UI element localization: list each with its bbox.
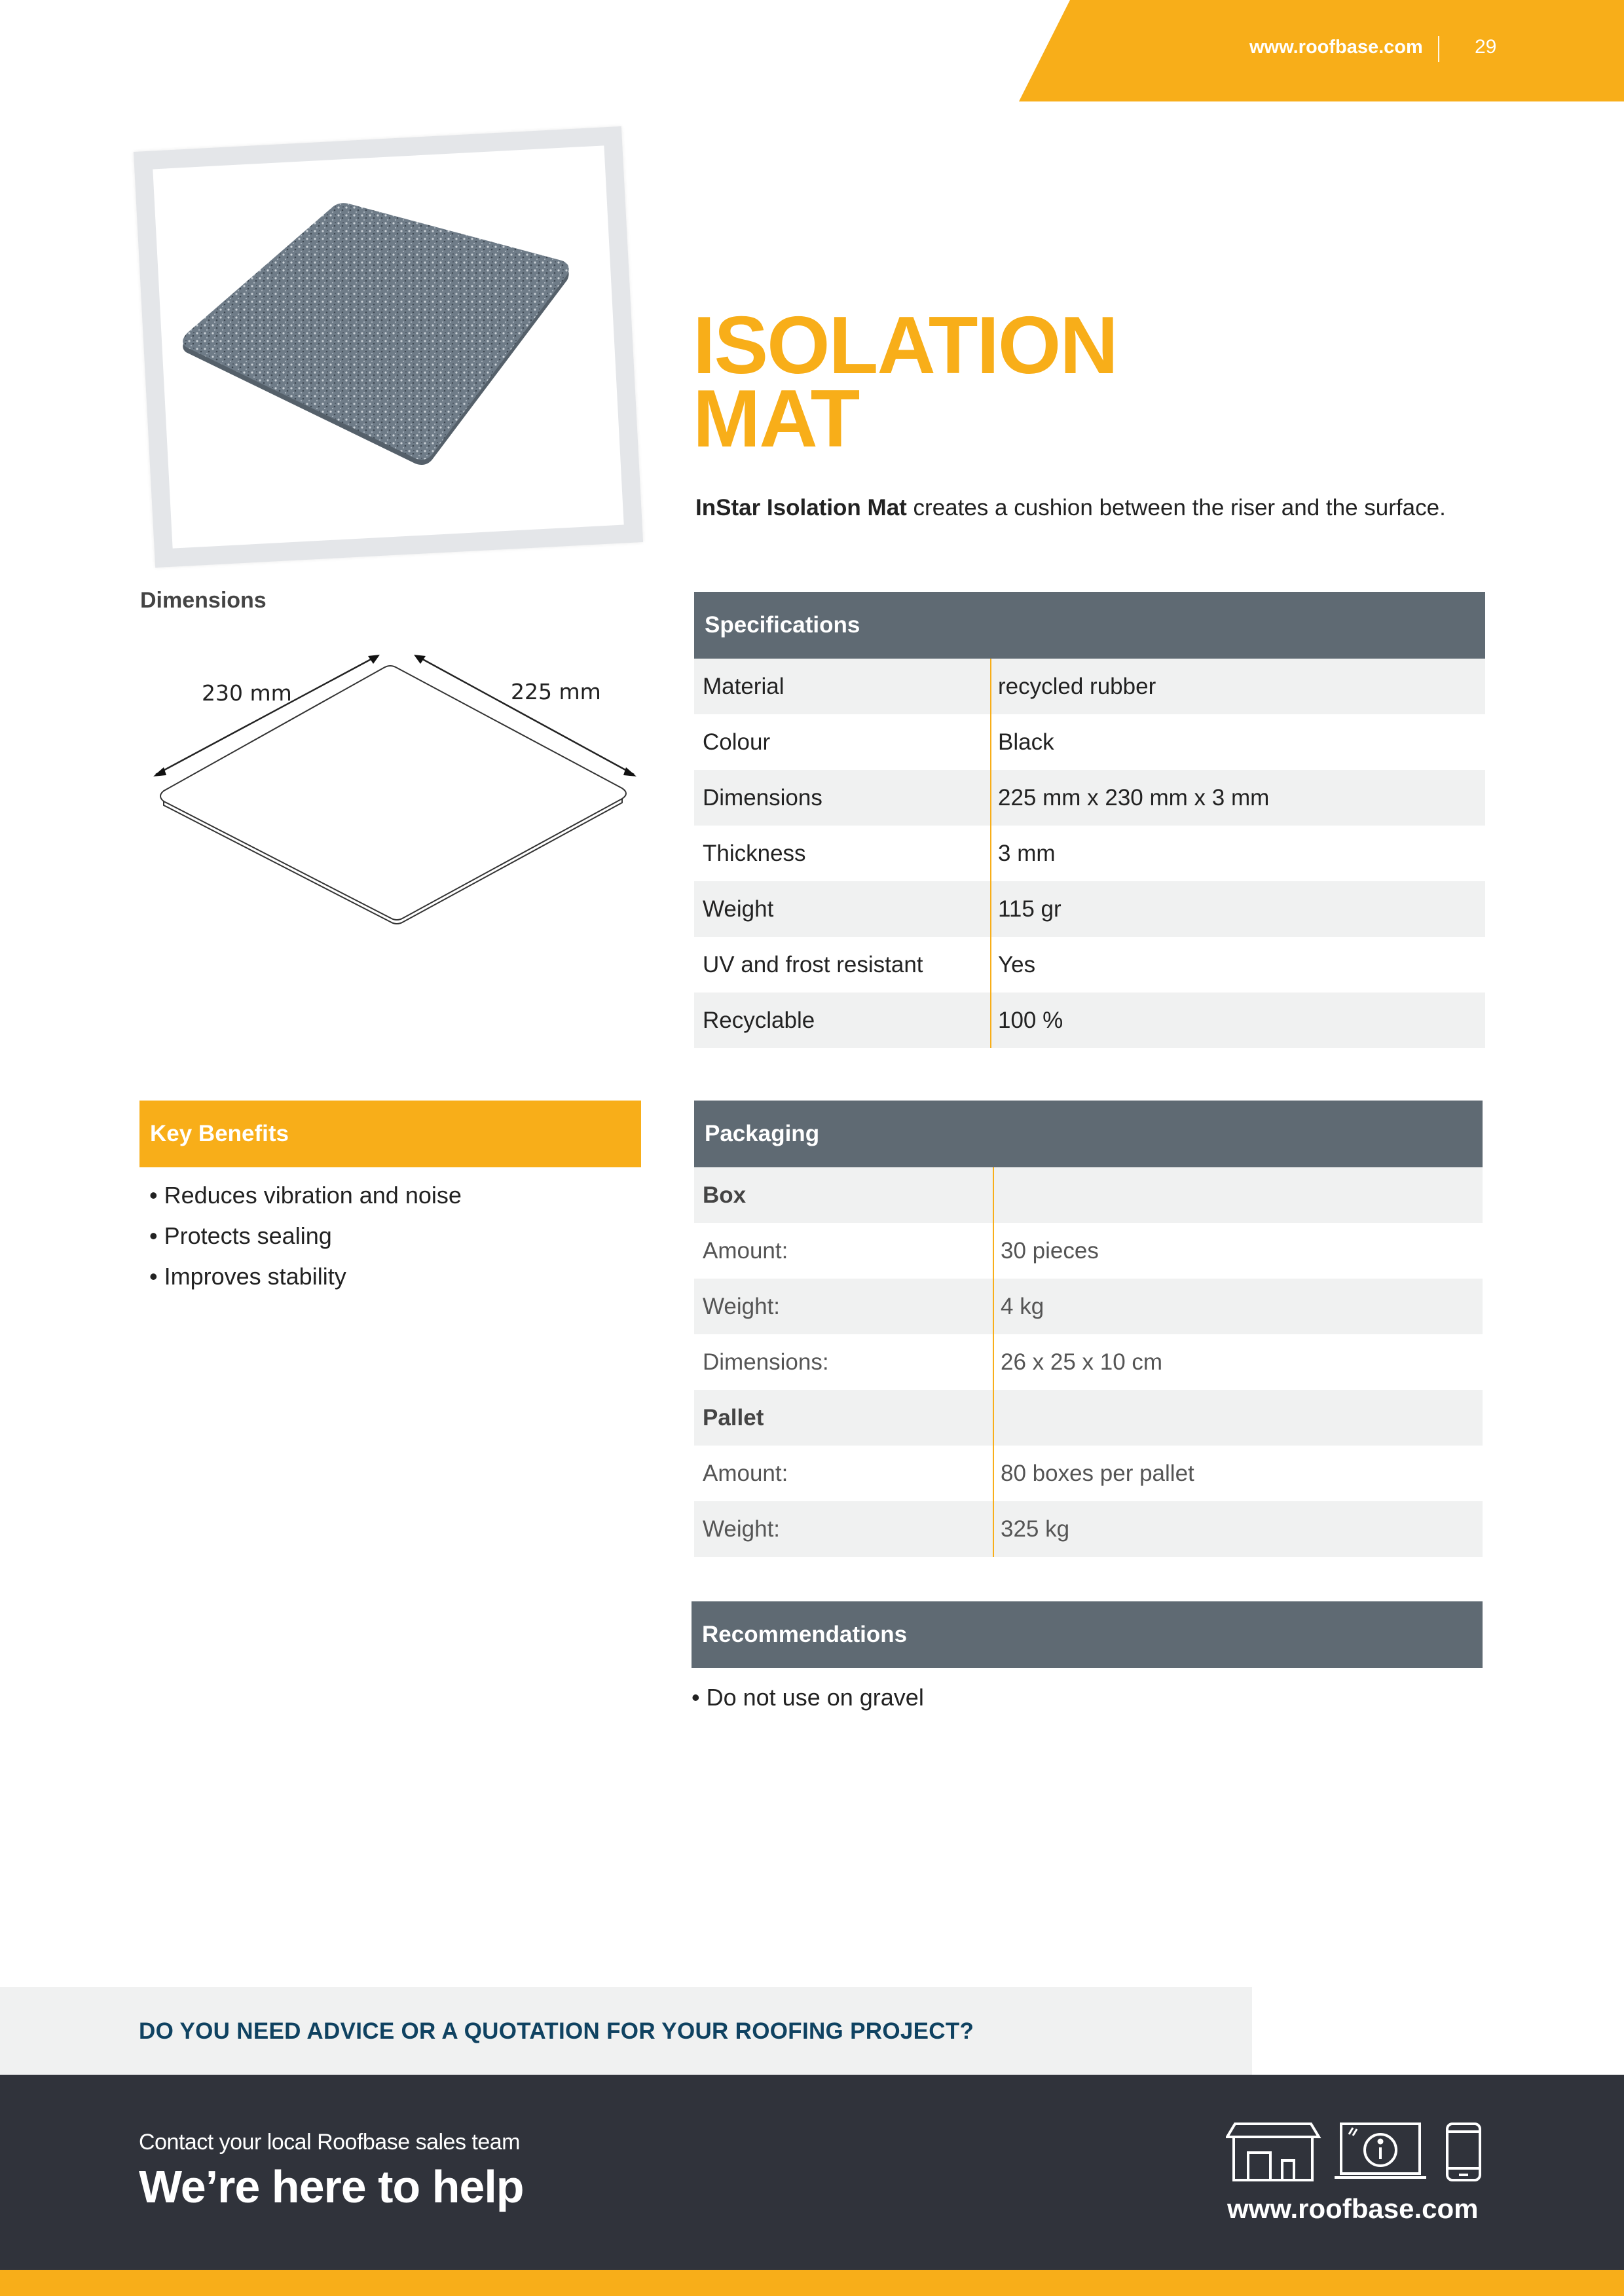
spec-value: Yes — [998, 951, 1036, 977]
spec-label: Recyclable — [703, 1007, 815, 1033]
footer-url-link[interactable]: www.roofbase.com — [1227, 2193, 1479, 2224]
recommendations-table — [692, 1601, 1483, 1668]
product-intro-name: InStar Isolation Mat — [695, 495, 907, 520]
store-icon — [1227, 2124, 1319, 2180]
header-url-link[interactable]: www.roofbase.com — [1249, 37, 1423, 58]
table-row — [694, 714, 1485, 770]
key-benefits-list — [149, 1181, 462, 1303]
dimension-label-230: 230 mm — [202, 680, 292, 706]
table-row — [694, 1279, 1483, 1334]
packaging-pallet-label: Pallet — [703, 1404, 764, 1430]
packaging-label: Dimensions: — [703, 1349, 829, 1375]
packaging-value: 26 x 25 x 10 cm — [1001, 1349, 1163, 1375]
specifications-heading: Specifications — [694, 592, 1485, 659]
table-row — [694, 881, 1485, 937]
dimensions-diagram — [144, 648, 655, 930]
list-item: • Protects sealing — [149, 1222, 332, 1249]
spec-value: Black — [998, 729, 1054, 755]
dimensions-heading: Dimensions — [140, 588, 267, 613]
packaging-label: Amount: — [703, 1237, 788, 1264]
packaging-column-divider — [993, 1167, 994, 1557]
packaging-box-label: Box — [703, 1182, 747, 1208]
table-row — [694, 1167, 1483, 1223]
list-item: • Do not use on gravel — [692, 1684, 924, 1711]
bottom-accent-bar — [0, 2270, 1624, 2296]
table-row — [694, 659, 1485, 714]
spec-label: Weight — [703, 896, 774, 922]
laptop-info-icon — [1335, 2124, 1426, 2178]
recommendations-heading: Recommendations — [692, 1601, 1483, 1668]
spec-value: 3 mm — [998, 840, 1056, 866]
isolation-mat-photo — [164, 190, 583, 478]
packaging-label: Weight: — [703, 1516, 781, 1542]
table-row — [694, 1501, 1483, 1557]
table-row — [694, 1223, 1483, 1279]
page-number: 29 — [1475, 36, 1497, 58]
spec-value: 115 gr — [998, 896, 1061, 922]
footer-contact-icons — [1226, 2121, 1488, 2183]
table-row — [694, 993, 1485, 1048]
packaging-value: 325 kg — [1001, 1516, 1070, 1542]
table-row — [694, 1390, 1483, 1446]
table-row — [694, 937, 1485, 993]
spec-value: 225 mm x 230 mm x 3 mm — [998, 784, 1270, 811]
table-row — [694, 1446, 1483, 1501]
packaging-value: 80 boxes per pallet — [1001, 1460, 1194, 1486]
product-title-line2: MAT — [693, 374, 859, 464]
product-title-line1: ISOLATION — [693, 301, 1117, 391]
specifications-column-divider — [990, 659, 991, 1048]
table-row — [694, 826, 1485, 881]
spec-label: Colour — [703, 729, 771, 755]
cta-text: DO YOU NEED ADVICE OR A QUOTATION FOR YOUR ROOFING PROJECT? — [139, 2018, 974, 2044]
packaging-label: Weight: — [703, 1293, 781, 1319]
spec-label: Thickness — [703, 840, 806, 866]
packaging-value: 4 kg — [1001, 1293, 1044, 1319]
specifications-table — [694, 592, 1485, 1048]
table-row — [694, 1334, 1483, 1390]
list-item: • Reduces vibration and noise — [149, 1182, 462, 1209]
packaging-heading: Packaging — [694, 1101, 1483, 1167]
footer-slogan: We’re here to help — [139, 2161, 524, 2212]
footer-contact-text: Contact your local Roofbase sales team — [139, 2130, 520, 2155]
list-item: • Improves stability — [149, 1263, 346, 1290]
table-row — [694, 770, 1485, 826]
product-intro — [695, 495, 1446, 521]
packaging-value: 30 pieces — [1001, 1237, 1099, 1264]
spec-label: Material — [703, 673, 784, 699]
packaging-table — [694, 1101, 1483, 1557]
packaging-label: Amount: — [703, 1460, 788, 1486]
product-intro-text: creates a cushion between the riser and the surface. — [906, 495, 1446, 520]
spec-value: recycled rubber — [998, 673, 1156, 699]
spec-label: UV and frost resistant — [703, 951, 923, 977]
key-benefits-heading: Key Benefits — [139, 1101, 641, 1167]
spec-value: 100 % — [998, 1007, 1063, 1033]
phone-icon — [1447, 2124, 1480, 2180]
dimension-label-225: 225 mm — [511, 679, 601, 704]
header-divider — [1438, 36, 1439, 62]
spec-label: Dimensions — [703, 784, 822, 811]
